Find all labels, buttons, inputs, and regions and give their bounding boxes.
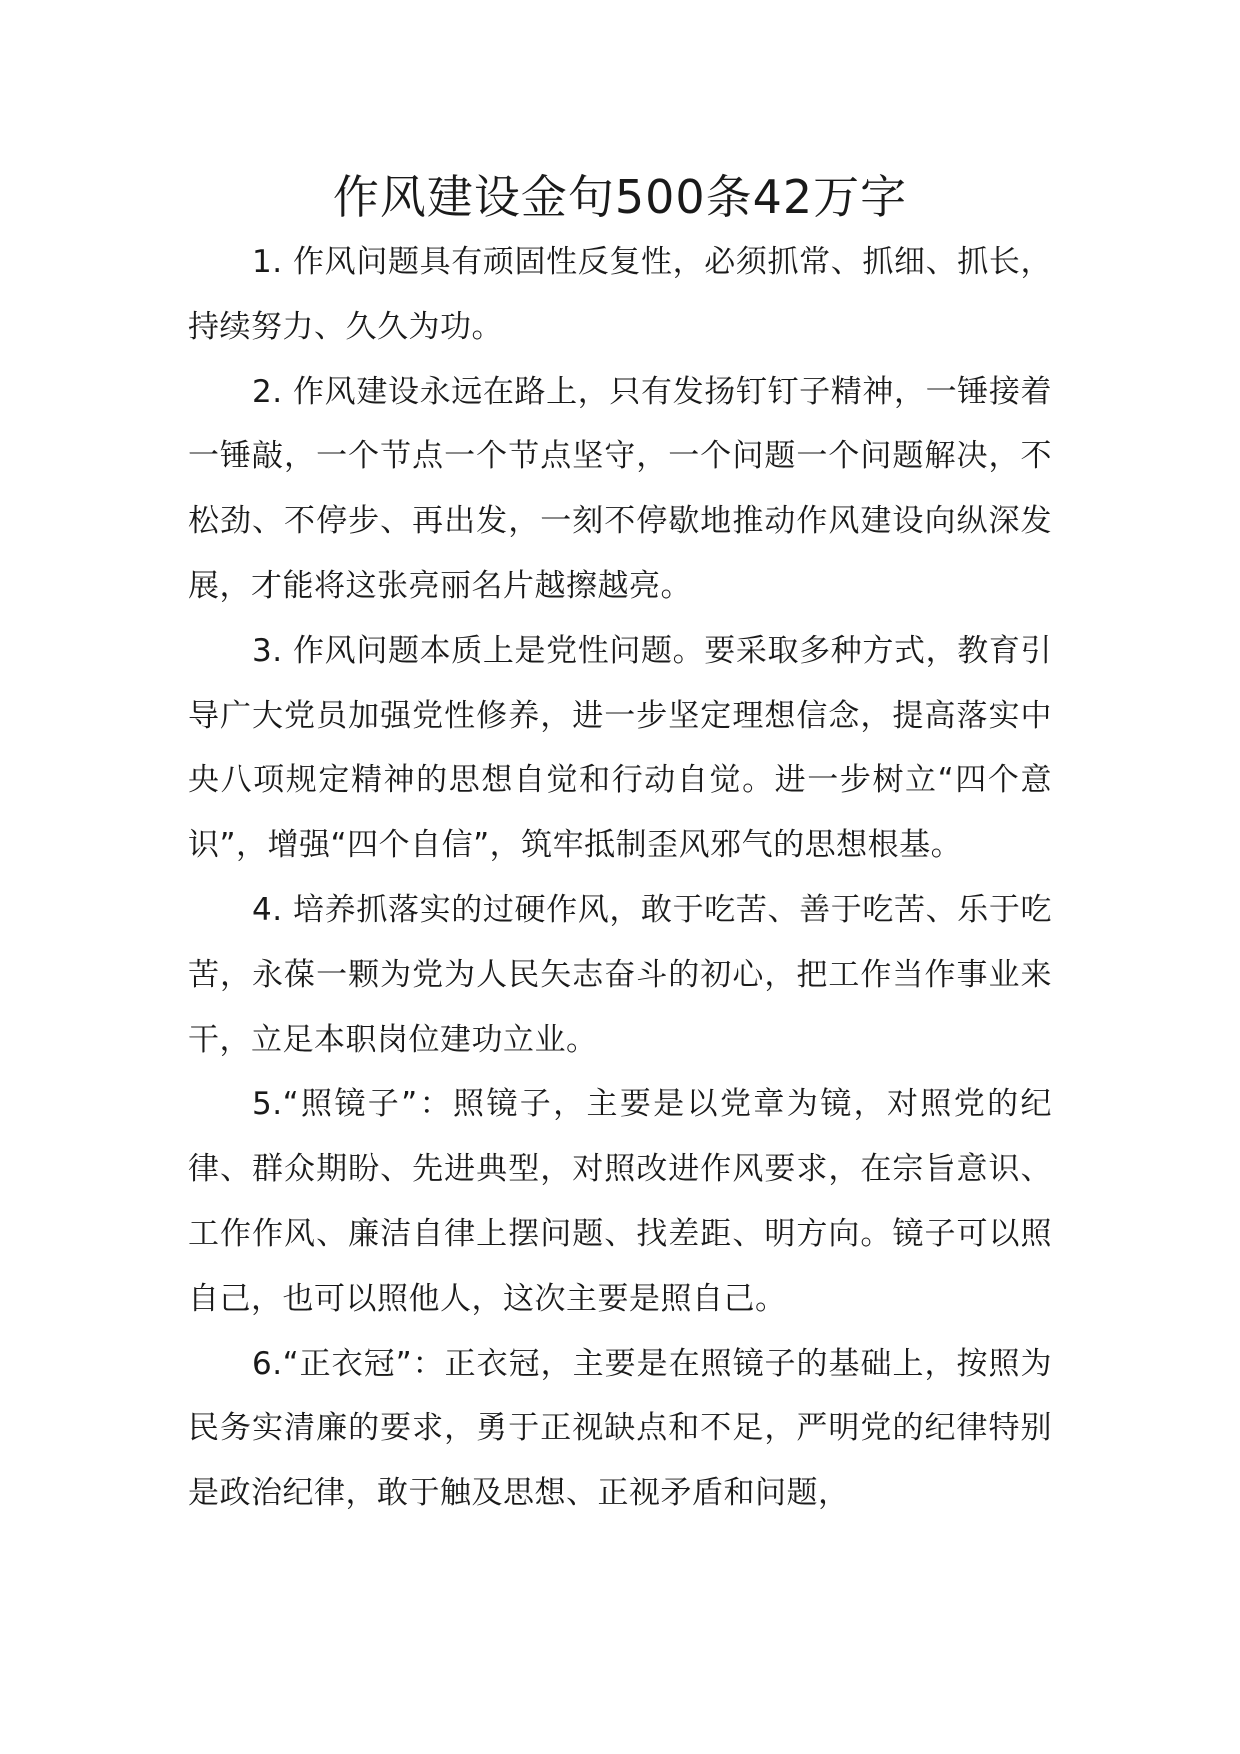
paragraph-2: 2. 作风建设永远在路上，只有发扬钉钉子精神，一锤接着一锤敲，一个节点一个节点坚守，一个问题一个问题解决，不松劲、不停步、再出发，一刻不停歇地推动作风建设向纵深发展，才能将这张亮丽名片越擦越亮。 — [188, 373, 1052, 604]
paragraph-1: 1. 作风问题具有顽固性反复性，必须抓常、抓细、抓长，持续努力、久久为功。 — [188, 244, 1052, 345]
paragraph-5: 5.“照镜子”：照镜子，主要是以党章为镜，对照党的纪律、群众期盼、先进典型，对照改进作风要求，在宗旨意识、工作作风、廉洁自律上摆问题、找差距、明方向。镜子可以照自己，也可以照他人，这次主要是照自己。 — [188, 1086, 1052, 1317]
document-body — [188, 230, 1052, 1526]
document-title: 作风建设金句500条42万字 — [332, 170, 908, 224]
paragraph-4: 4. 培养抓落实的过硬作风，敢于吃苦、善于吃苦、乐于吃苦，永葆一颗为党为人民矢志奋斗的初心，把工作当作事业来干，立足本职岗位建功立业。 — [188, 891, 1052, 1058]
paragraph-6: 6.“正衣冠”：正衣冠，主要是在照镜子的基础上，按照为民务实清廉的要求，勇于正视缺点和不足，严明党的纪律特别是政治纪律，敢于触及思想、正视矛盾和问题， — [188, 1345, 1052, 1512]
paragraph-3: 3. 作风问题本质上是党性问题。要采取多种方式，教育引导广大党员加强党性修养，进一步坚定理想信念，提高落实中央八项规定精神的思想自觉和行动自觉。进一步树立“四个意识”，增强“四个自信”，筑牢抵制歪风邪气的思想根基。 — [188, 632, 1052, 864]
